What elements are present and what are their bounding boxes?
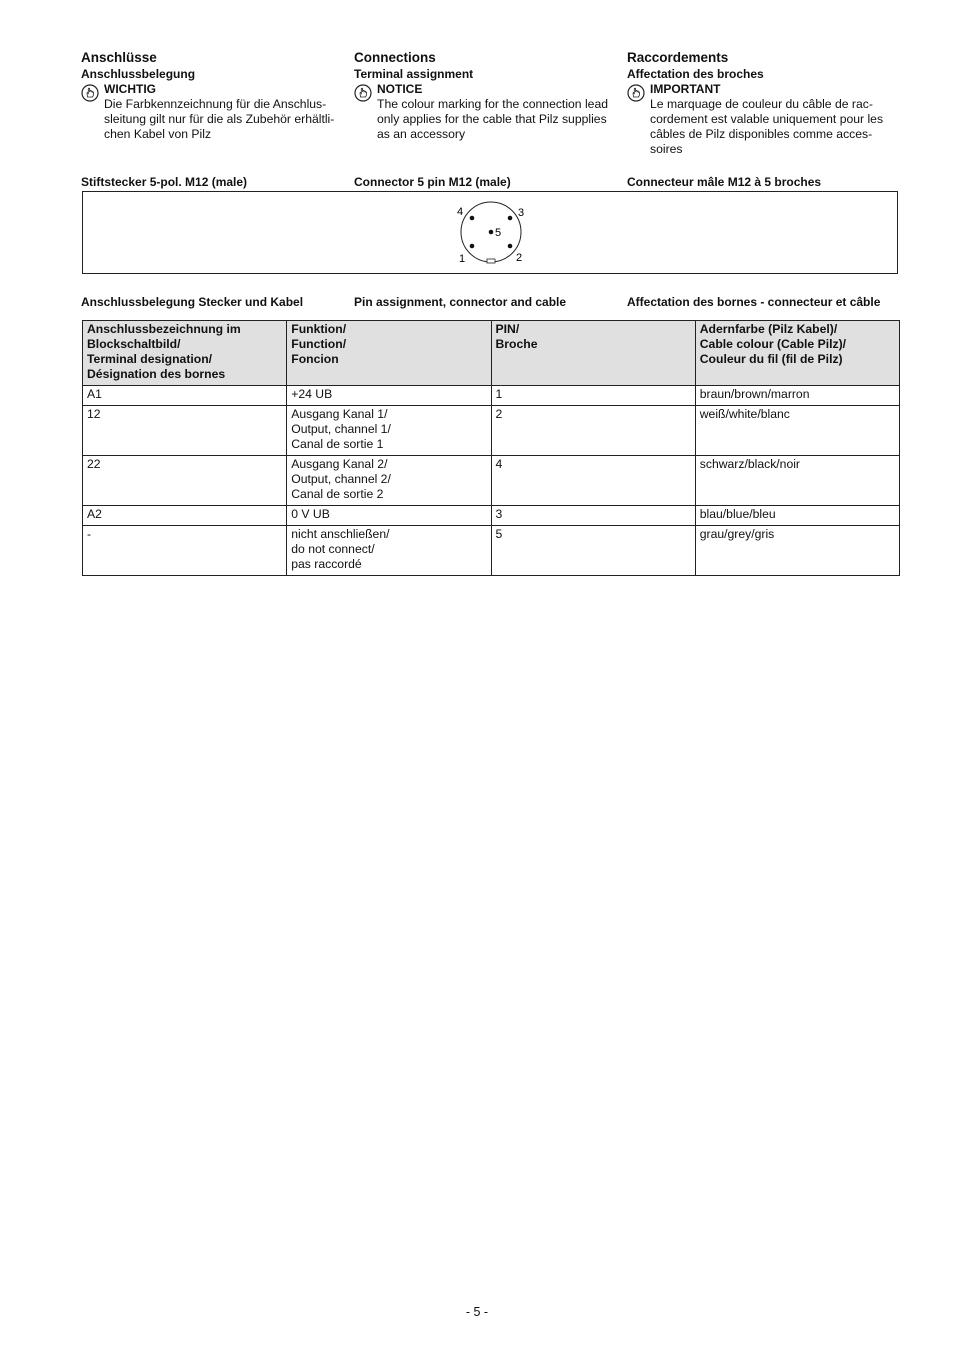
section-fr bbox=[627, 50, 893, 157]
cell-function: Ausgang Kanal 2/ Output, channel 2/ Canal de sortie 2 bbox=[287, 456, 491, 506]
section-subtitle-en: Terminal assignment bbox=[354, 67, 474, 81]
notice-en bbox=[354, 82, 620, 142]
hand-notice-icon bbox=[354, 84, 372, 102]
cell-function: 0 V UB bbox=[287, 506, 491, 526]
cell-terminal: - bbox=[83, 526, 287, 576]
cell-terminal: 12 bbox=[83, 406, 287, 456]
section-title-en: Connections bbox=[354, 50, 436, 65]
section-title-fr: Raccordements bbox=[627, 50, 729, 65]
cell-terminal: A2 bbox=[83, 506, 287, 526]
connector-caption-fr: Connecteur mâle M12 à 5 broches bbox=[627, 175, 822, 189]
pin-label-2: 2 bbox=[516, 252, 523, 264]
notice-title-fr: IMPORTANT bbox=[650, 82, 721, 96]
cell-colour: braun/brown/marron bbox=[695, 386, 899, 406]
header-cable-colour: Adernfarbe (Pilz Kabel)/ Cable colour (Cable Pilz)/ Couleur du fil (fil de Pilz) bbox=[695, 321, 899, 386]
cell-colour: blau/blue/bleu bbox=[695, 506, 899, 526]
cell-pin: 1 bbox=[491, 386, 695, 406]
cell-colour: weiß/white/blanc bbox=[695, 406, 899, 456]
page-number: - 5 - bbox=[465, 1305, 489, 1319]
notice-text-en: The colour marking for the connection lead only applies for the cable that Pilz supplies as an accessory bbox=[377, 97, 609, 141]
cell-function: nicht anschließen/ do not connect/ pas raccordé bbox=[287, 526, 491, 576]
pin-label-4: 4 bbox=[457, 206, 464, 218]
connector-caption-de: Stiftstecker 5-pol. M12 (male) bbox=[81, 175, 248, 189]
pin-assignment-table bbox=[82, 320, 900, 576]
pin-label-1: 1 bbox=[459, 253, 466, 265]
notice-title-en: NOTICE bbox=[377, 82, 423, 96]
hand-notice-icon bbox=[627, 84, 645, 102]
notice-text-fr: Le marquage de couleur du câble de rac-cordement est valable uniquement pour les câbles de Pilz disponibles comme acces-soires bbox=[650, 97, 884, 156]
cell-colour: schwarz/black/noir bbox=[695, 456, 899, 506]
notice-text-de: Die Farbkennzeichnung für die Anschlus-sleitung gilt nur für die als Zubehör erhältli-chen Kabel von Pilz bbox=[104, 97, 335, 141]
cell-pin: 5 bbox=[491, 526, 695, 576]
table-row bbox=[83, 406, 900, 456]
section-de bbox=[81, 50, 347, 142]
connector-caption-en: Connector 5 pin M12 (male) bbox=[354, 175, 511, 189]
table-header-row bbox=[83, 321, 900, 386]
table-caption-fr: Affectation des bornes - connecteur et câble bbox=[627, 295, 881, 309]
pin-dot-4 bbox=[470, 216, 475, 221]
header-pin: PIN/ Broche bbox=[491, 321, 695, 386]
cell-colour: grau/grey/gris bbox=[695, 526, 899, 576]
cell-pin: 2 bbox=[491, 406, 695, 456]
hand-notice-icon bbox=[81, 84, 99, 102]
pin-label-3: 3 bbox=[518, 207, 525, 219]
m12-connector-diagram bbox=[451, 196, 531, 268]
pin-dot-3 bbox=[508, 216, 513, 221]
pin-dot-5 bbox=[489, 230, 494, 235]
connector-diagram-box bbox=[82, 191, 898, 274]
connector-key-notch bbox=[487, 259, 495, 263]
pin-dot-2 bbox=[508, 244, 513, 249]
cell-terminal: A1 bbox=[83, 386, 287, 406]
pin-label-5: 5 bbox=[495, 227, 502, 239]
header-function: Funktion/ Function/ Foncion bbox=[287, 321, 491, 386]
section-en bbox=[354, 50, 620, 142]
header-terminal-designation: Anschlussbezeichnung im Blockschaltbild/ Terminal designation/ Désignation des bornes bbox=[83, 321, 287, 386]
cell-terminal: 22 bbox=[83, 456, 287, 506]
section-subtitle-de: Anschlussbelegung bbox=[81, 67, 196, 81]
notice-title-de: WICHTIG bbox=[104, 82, 156, 96]
cell-pin: 3 bbox=[491, 506, 695, 526]
notice-de bbox=[81, 82, 347, 142]
section-title-de: Anschlüsse bbox=[81, 50, 157, 65]
cell-function: Ausgang Kanal 1/ Output, channel 1/ Canal de sortie 1 bbox=[287, 406, 491, 456]
pin-dot-1 bbox=[470, 244, 475, 249]
section-subtitle-fr: Affectation des broches bbox=[627, 67, 764, 81]
cell-pin: 4 bbox=[491, 456, 695, 506]
cell-function: +24 UB bbox=[287, 386, 491, 406]
table-row bbox=[83, 506, 900, 526]
table-caption-en: Pin assignment, connector and cable bbox=[354, 295, 567, 309]
table-row bbox=[83, 386, 900, 406]
table-caption-de: Anschlussbelegung Stecker und Kabel bbox=[81, 295, 304, 309]
table-row bbox=[83, 526, 900, 576]
notice-fr bbox=[627, 82, 893, 157]
table-row bbox=[83, 456, 900, 506]
